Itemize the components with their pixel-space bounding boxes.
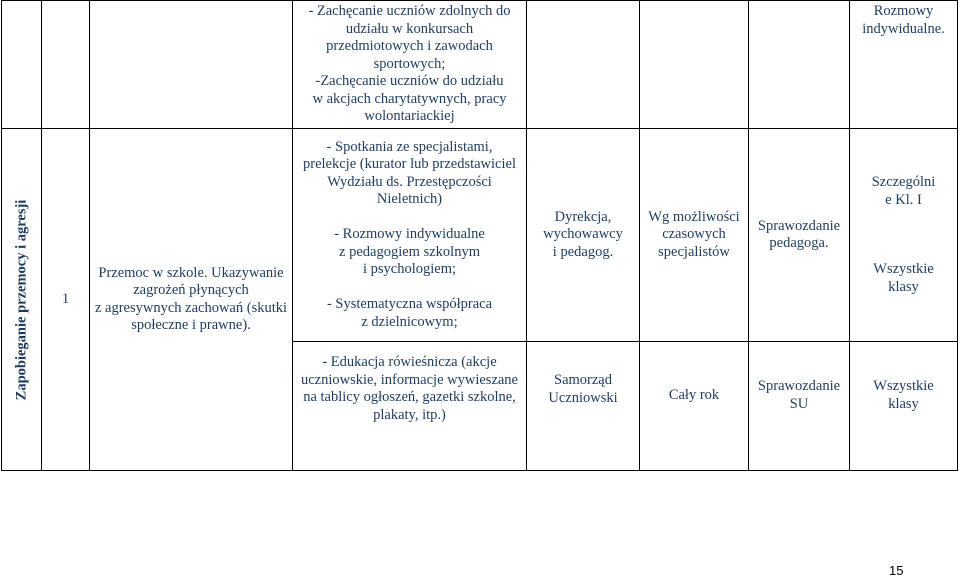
table-row [2, 1, 958, 129]
evaluation-cell [850, 1, 958, 129]
responsible-cell [527, 342, 640, 471]
deadline-cell [640, 342, 749, 471]
deadline-text: Wg możliwości czasowych specjalistów [648, 208, 740, 260]
deadline-text: Cały rok [668, 387, 720, 403]
task-text: Przemoc w szkole. Ukazywanie zagrożeń płynących z agresywnych zachowań (skutki społeczne i prawne). [94, 264, 288, 333]
task-cell [90, 129, 293, 471]
responsible-cell [527, 129, 640, 342]
number-cell [42, 129, 90, 471]
target-text: Szczególni e Kl. I [871, 174, 936, 208]
target-cell [850, 342, 958, 471]
table-row [2, 129, 958, 342]
plan-table [1, 0, 958, 471]
target-text: Wszystkie klasy [873, 378, 934, 412]
activity-text: - Spotkania ze specjalistami, prelekcje (kurator lub przedstawiciel Wydziału ds. Przestępczości Nieletnich) - Rozmowy indywidualne z pedagogiem szkolnym i psychologiem; - Systematyczna współpraca z dzielnicowym; [303, 138, 516, 330]
deadline-cell [640, 129, 749, 342]
evaluation-text: Sprawozdanie pedagoga. [757, 217, 841, 251]
responsible-text: Dyrekcja, wychowawcy i pedagog. [543, 208, 623, 260]
evaluation-text: Sprawozdanie SU [757, 378, 841, 412]
activity-cell [293, 1, 527, 129]
evaluation-cell [749, 129, 850, 342]
evaluation-cell [749, 342, 850, 471]
section-title: Zapobieganie przemocy i agresji [12, 199, 29, 400]
task-number: 1 [61, 290, 70, 307]
responsible-text: Samorząd Uczniowski [548, 372, 618, 406]
page-number: 15 [889, 563, 904, 578]
activity-cell [293, 129, 527, 342]
activity-text: - Edukacja rówieśnicza (akcje uczniowskie, informacje wywieszane na tablicy ogłoszeń, gazetki szkolne, plakaty, itp.) [300, 354, 518, 423]
target-text: Wszystkie klasy [873, 261, 934, 295]
evaluation-text: Rozmowy indywidualne. [862, 3, 945, 37]
activity-cell [293, 342, 527, 471]
section-title-cell [2, 129, 42, 471]
activity-text: - Zachęcanie uczniów zdolnych do udziału w konkursach przedmiotowych i zawodach sportowych; -Zachęcanie uczniów do udziału w akcjach charytatywnych, pracy wolontariackiej [308, 3, 511, 124]
target-cell [850, 129, 958, 342]
